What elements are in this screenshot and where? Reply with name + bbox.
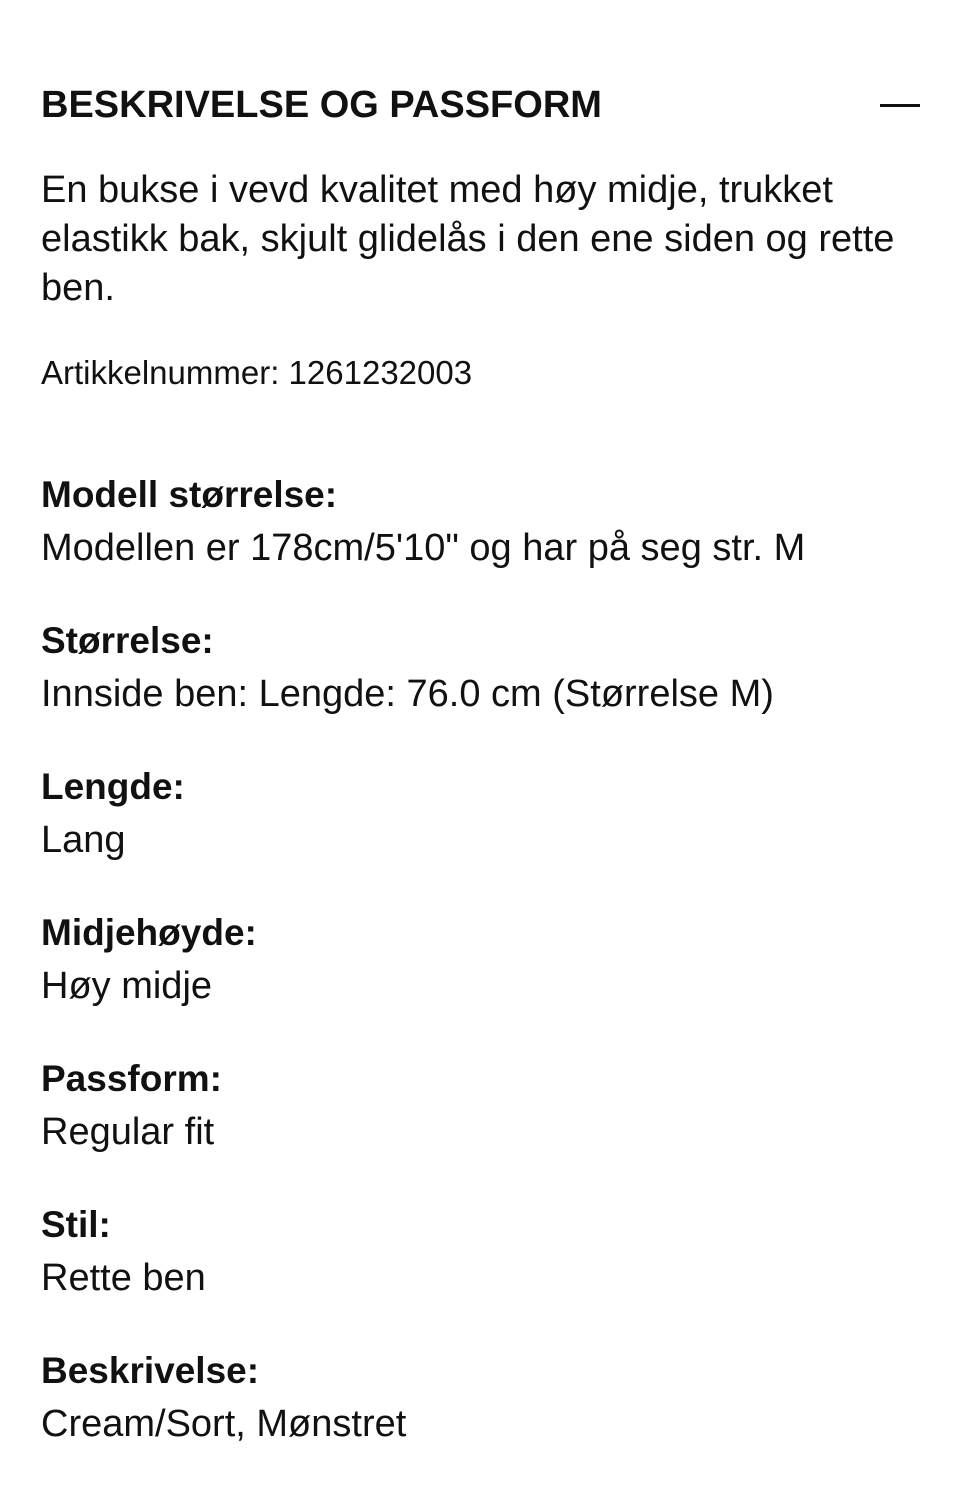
attribute-label: Passform: (41, 1058, 222, 1099)
attribute-label: Stil: (41, 1204, 111, 1245)
section-title: BESKRIVELSE OG PASSFORM (41, 84, 602, 126)
product-attributes-list (41, 470, 931, 1492)
attribute-size (41, 616, 931, 762)
attribute-waist-height (41, 908, 931, 1054)
article-number: Artikkelnummer: 1261232003 (41, 354, 473, 391)
attribute-model-size (41, 470, 931, 616)
attribute-value: Innside ben: Lengde: 76.0 cm (Størrelse M) (41, 673, 774, 715)
attribute-label: Modell størrelse: (41, 474, 338, 515)
attribute-value: Regular fit (41, 1111, 215, 1153)
minus-icon[interactable] (880, 85, 920, 125)
attribute-label: Størrelse: (41, 620, 214, 661)
accordion-header-description-fit[interactable] (41, 80, 920, 130)
attribute-fit (41, 1054, 931, 1200)
attribute-value: Cream/Sort, Mønstret (41, 1403, 407, 1445)
attribute-label: Midjehøyde: (41, 912, 257, 953)
attribute-label: Beskrivelse: (41, 1350, 260, 1391)
attribute-length (41, 762, 931, 908)
attribute-description (41, 1346, 931, 1492)
attribute-value: Høy midje (41, 965, 213, 1007)
product-description: En bukse i vevd kvalitet med høy midje, trukket elastikk bak, skjult glidelås i den ene siden og rette ben. (41, 169, 895, 309)
attribute-style (41, 1200, 931, 1346)
attribute-label: Lengde: (41, 766, 185, 807)
attribute-value: Modellen er 178cm/5'10" og har på seg str. M (41, 527, 806, 569)
attribute-value: Lang (41, 819, 126, 861)
attribute-value: Rette ben (41, 1257, 206, 1299)
